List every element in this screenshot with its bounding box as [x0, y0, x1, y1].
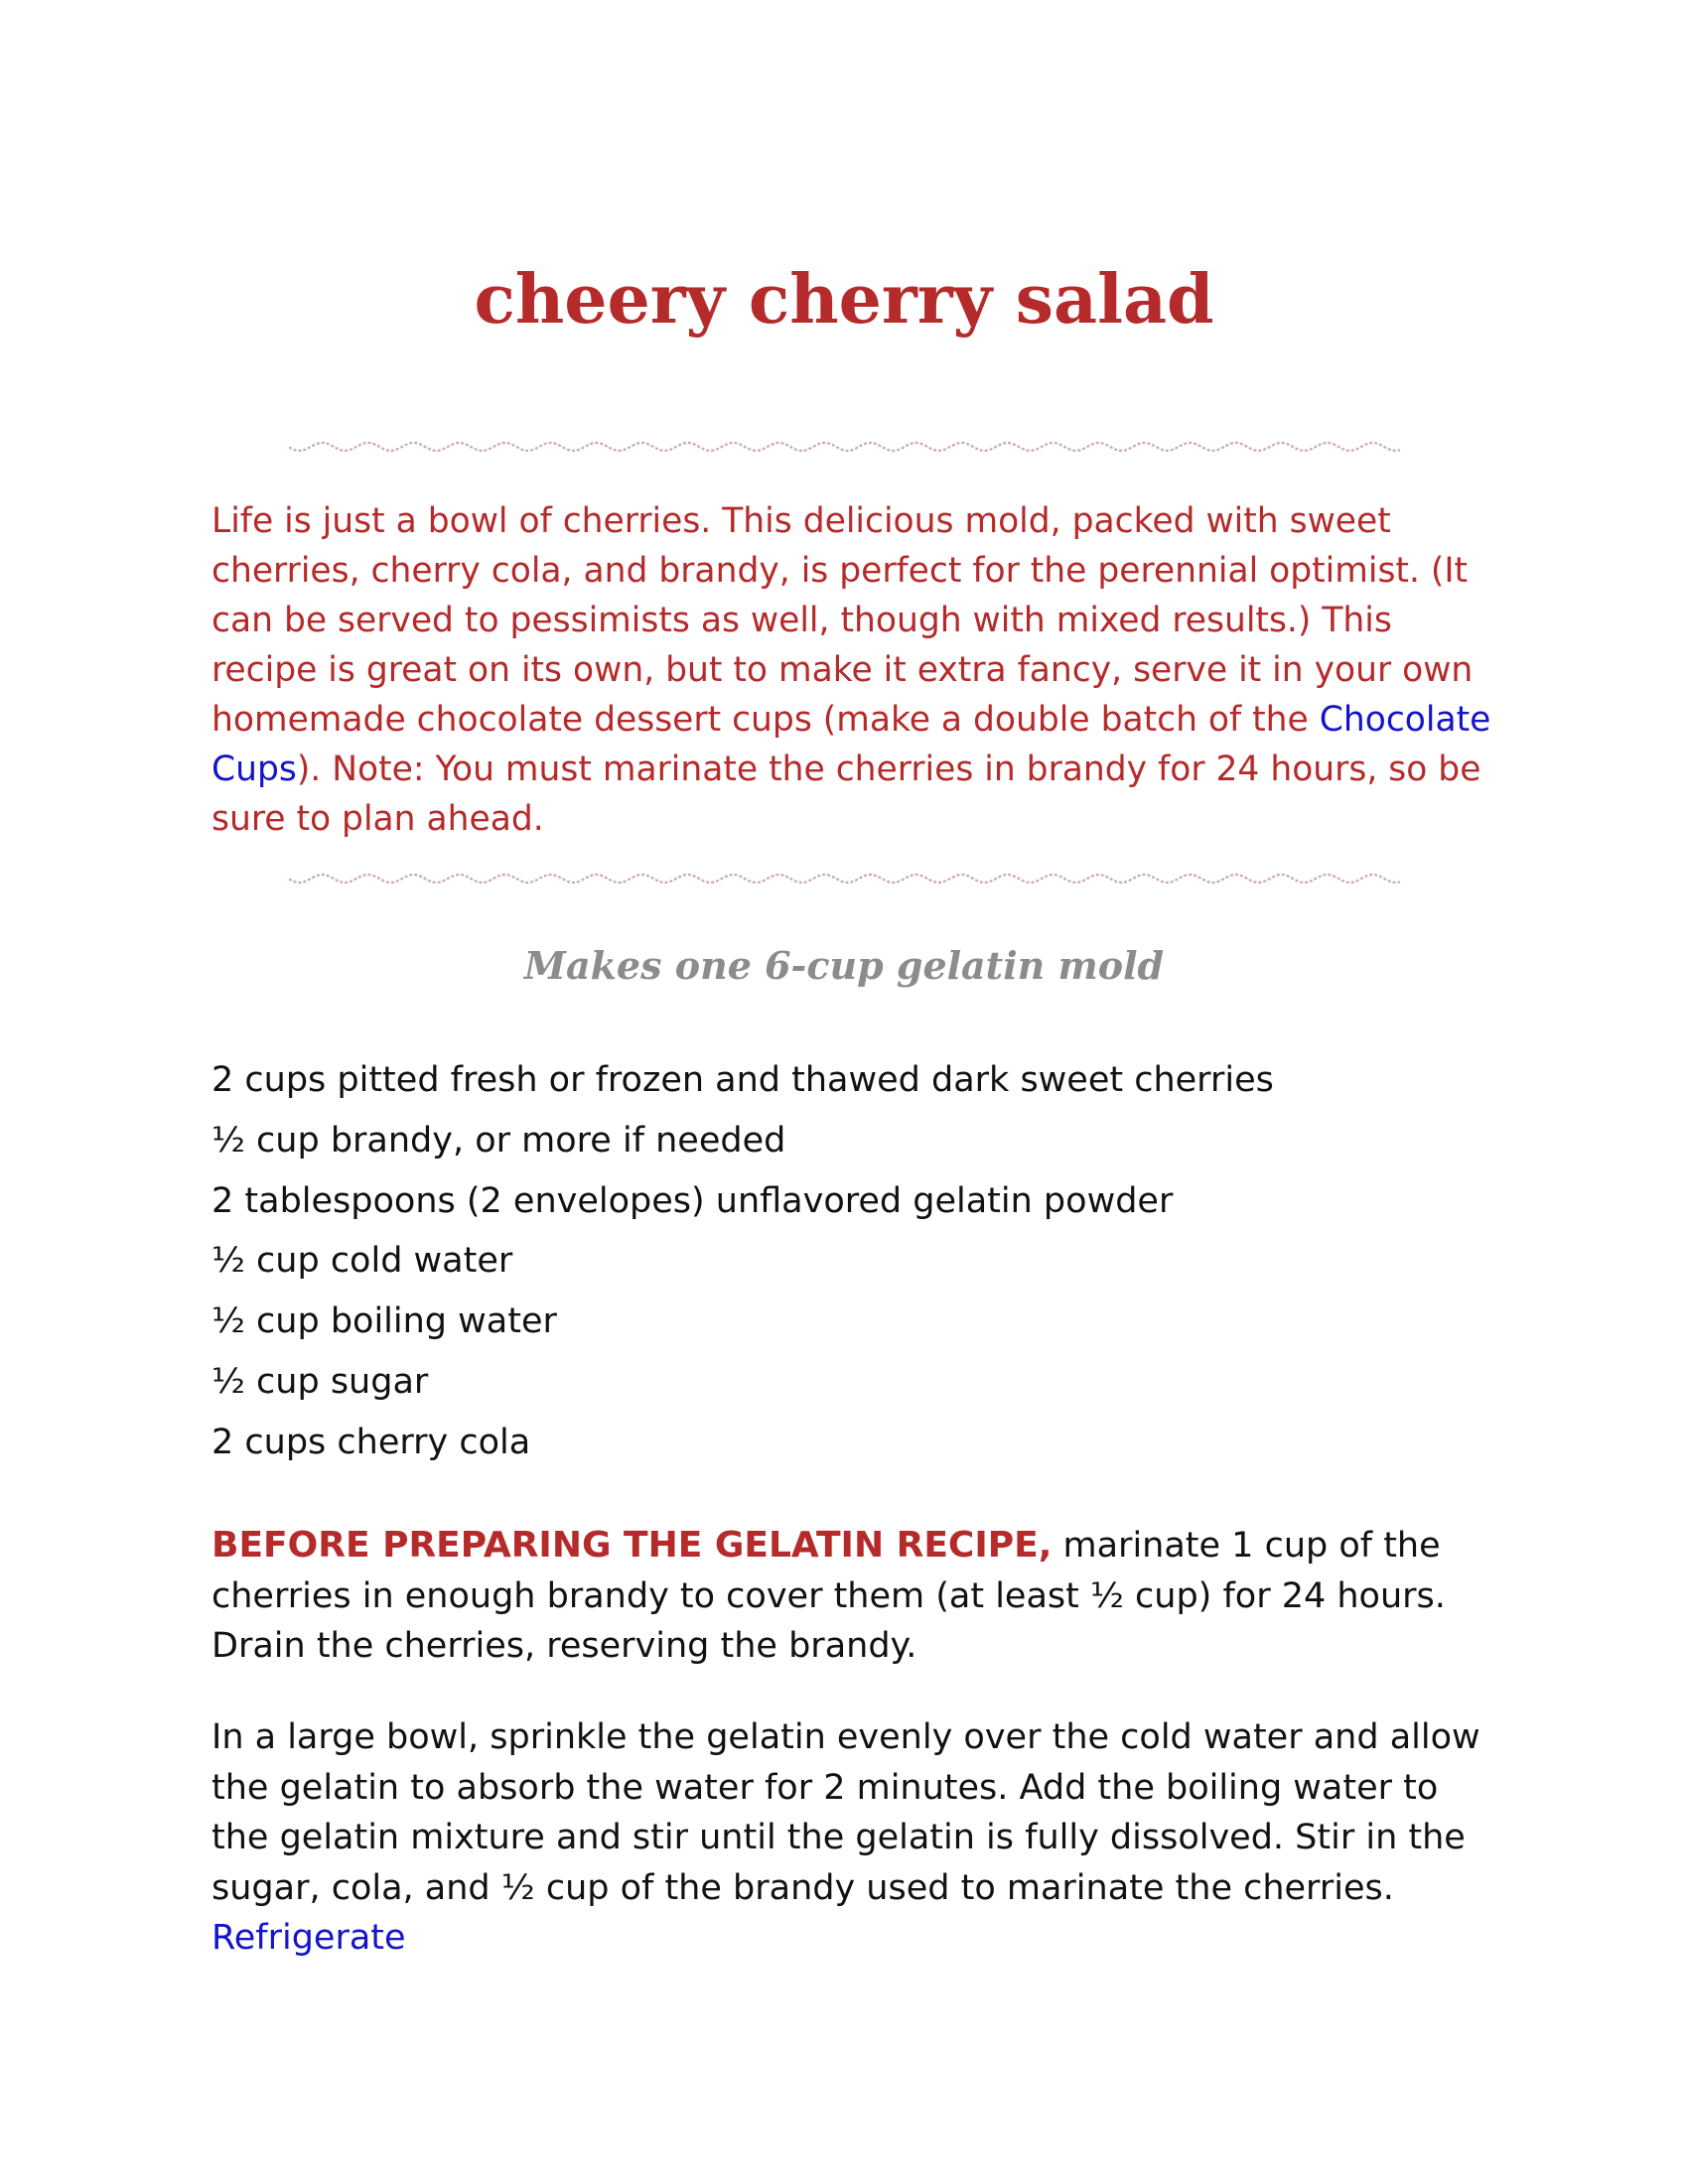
step-1-lead: BEFORE PREPARING THE GELATIN RECIPE,	[211, 1525, 1053, 1566]
intro-text-1: Life is just a bowl of cherries. This delicious mold, packed with sweet cherries, cherry cola, and brandy, is perfect for the perennial optimist. (It can be served to pessimists as well, though with mixed results.) This recipe is great on its own, but to make it extra fancy, serve it in your own homemade chocolate dessert cups (make a double batch of the	[211, 501, 1474, 740]
ingredient-item: 2 tablespoons (2 envelopes) unflavored gelatin powder	[211, 1180, 1174, 1221]
ingredient-item: 2 cups pitted fresh or frozen and thawed dark sweet cherries	[211, 1060, 1274, 1100]
refrigerate-link[interactable]: Refrigerate	[211, 1918, 406, 1958]
chocolate-cups-link[interactable]: Chocolate Cups	[211, 700, 1491, 789]
ingredient-list	[211, 1055, 1274, 1478]
recipe-intro	[211, 496, 1502, 844]
instruction-step-1	[211, 1521, 1502, 1672]
recipe-title: cheery cherry salad	[474, 260, 1214, 340]
step-1-text: marinate 1 cup of the cherries in enough brandy to cover them (at least ½ cup) for 24 hours. Drain the cherries, reserving the brandy.	[211, 1526, 1446, 1666]
ingredient-item: ½ cup sugar	[211, 1361, 429, 1402]
wavy-divider-top	[288, 435, 1405, 459]
wavy-divider-bottom	[288, 867, 1405, 890]
ingredient-item: ½ cup boiling water	[211, 1301, 557, 1342]
wavy-divider-top-icon	[288, 435, 1405, 459]
ingredient-item: ½ cup cold water	[211, 1241, 513, 1282]
wavy-divider-bottom-icon	[288, 867, 1405, 890]
instruction-step-2	[211, 1712, 1502, 1964]
ingredient-item: ½ cup brandy, or more if needed	[211, 1120, 786, 1160]
step-2-text: In a large bowl, sprinkle the gelatin evenly over the cold water and allow the gelatin to absorb the water for 2 minutes. Add the boiling water to the gelatin mixture and stir until the gelatin is fully dissolved. Stir in the sugar, cola, and ½ cup of the brandy used to marinate the cherries.	[211, 1717, 1480, 1908]
ingredient-item: 2 cups cherry cola	[211, 1422, 531, 1462]
intro-text-2: ). Note: You must marinate the cherries in brandy for 24 hours, so be sure to plan ahead.	[211, 750, 1481, 839]
recipe-yield: Makes one 6-cup gelatin mold	[523, 943, 1165, 988]
